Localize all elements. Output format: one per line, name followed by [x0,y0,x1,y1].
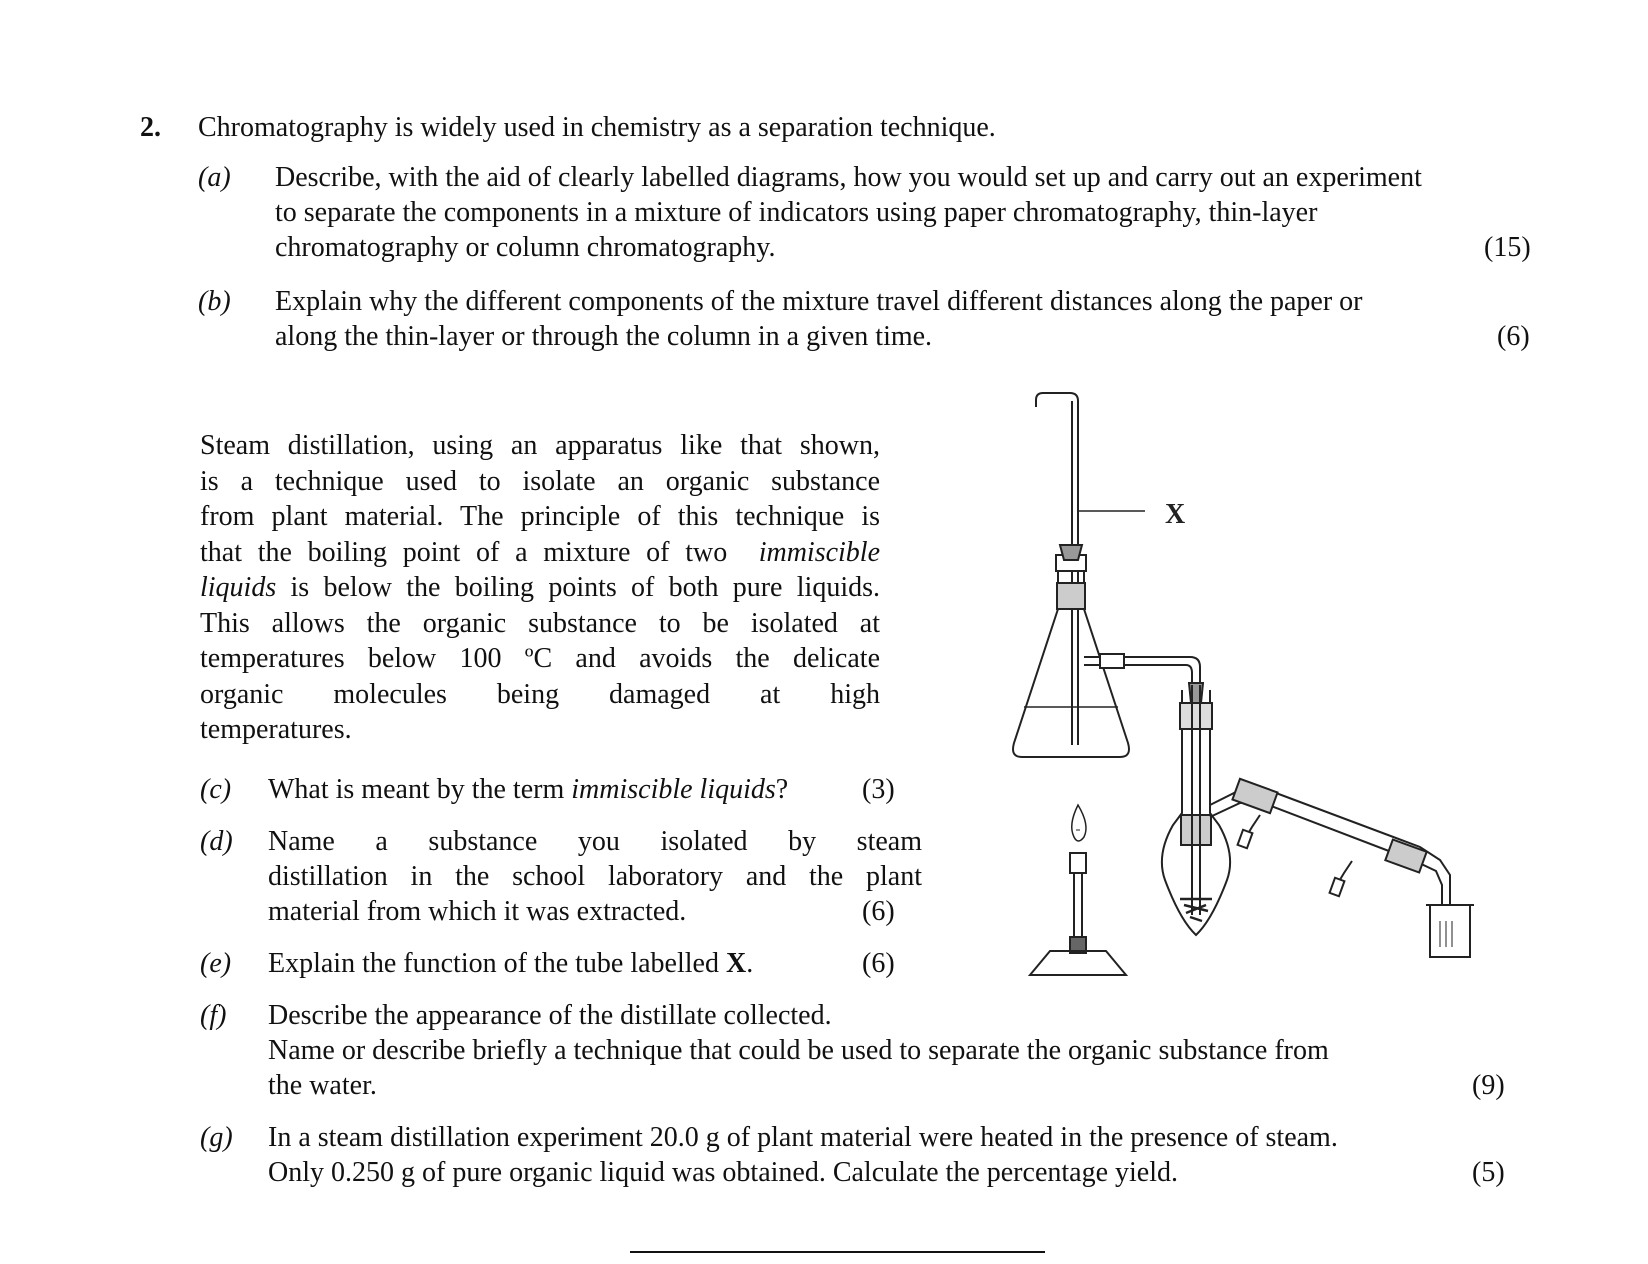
part-e-text [268,948,753,980]
part-b-marks: (6) [1497,321,1530,352]
passage-line: temperatures below 100 ºC and avoids the delicate [200,643,880,674]
part-c-text-before: What is meant by the term [268,774,572,805]
part-f-marks: (9) [1472,1070,1505,1101]
part-f-line-3: the water. [268,1070,377,1101]
part-a-label: (a) [198,162,231,193]
passage-line: This allows the organic substance to be isolated at [200,607,880,639]
safety-tube-x [1036,393,1145,745]
steam-distillation-passage [200,428,880,748]
passage-line: temperatures. [200,714,352,745]
passage-italic: immiscible [758,536,880,568]
passage-line: from plant material. The principle of this technique is [200,501,880,532]
part-a-line-3: chromatography or column chromatography. [275,232,776,263]
part-d-line-2: distillation in the school laboratory and the plant [268,861,922,892]
part-b-line-1: Explain why the different components of the mixture travel different distances along the paper or [275,286,1363,317]
part-a-line-2: to separate the components in a mixture of indicators using paper chromatography, thin-layer [275,197,1318,228]
part-b-line-2: along the thin-layer or through the column in a given time. [275,321,933,352]
passage-line: Steam distillation, using an apparatus like that shown, [200,430,880,461]
part-f-line-2: Name or describe briefly a technique that could be used to separate the organic substance from [268,1035,1329,1066]
part-c-text [268,774,788,806]
part-a-marks: (15) [1484,232,1531,263]
steam-distillation-apparatus [1000,385,1530,1005]
passage-italic: liquids [200,572,277,603]
question-intro: Chromatography is widely used in chemistry as a separation technique. [198,112,996,143]
part-g-line-2: Only 0.250 g of pure organic liquid was obtained. Calculate the percentage yield. [268,1157,1178,1188]
part-e-text-bold: X [725,948,747,979]
tube-label-x: X [1165,499,1186,530]
delivery-tube [1084,654,1203,703]
part-d-line-3: material from which it was extracted. [268,896,687,927]
part-c-marks: (3) [862,774,895,805]
part-e-label: (e) [200,948,232,979]
part-g-line-1: In a steam distillation experiment 20.0 g of plant material were heated in the presence of steam. [268,1122,1338,1153]
passage-text: is below the boiling points of both pure liquids. [290,572,881,603]
part-f-label: (f) [200,1000,227,1031]
part-d-line-1: Name a substance you isolated by steam [268,826,922,857]
part-e-text-end: . [746,948,754,979]
passage-line: organic molecules being damaged at high [200,678,880,710]
part-c-text-after: ? [775,774,789,805]
part-d-marks: (6) [862,896,895,927]
condenser [1210,779,1450,905]
part-d-label: (d) [200,826,233,857]
passage-line-liquids [200,570,880,606]
part-b-label: (b) [198,286,231,317]
passage-text: that the boiling point of a mixture of two [200,536,728,568]
part-c-text-italic: immiscible liquids [571,774,776,805]
question-number: 2. [140,112,161,143]
part-a-line-1: Describe, with the aid of clearly labelled diagrams, how you would set up and carry out an experiment [275,162,1422,193]
part-e-marks: (6) [862,948,895,979]
part-c-label: (c) [200,774,232,805]
passage-line: is a technique used to isolate an organic substance [200,465,880,497]
beaker [1426,905,1474,957]
bottom-rule [630,1251,1045,1253]
bunsen-burner [1030,805,1126,975]
part-g-marks: (5) [1472,1157,1505,1188]
part-g-label: (g) [200,1122,233,1153]
part-f-line-1: Describe the appearance of the distillate collected. [268,1000,832,1031]
passage-line-immiscible [200,535,880,571]
part-e-text-main: Explain the function of the tube labelled [268,948,726,979]
round-bottom-flask [1162,685,1230,935]
